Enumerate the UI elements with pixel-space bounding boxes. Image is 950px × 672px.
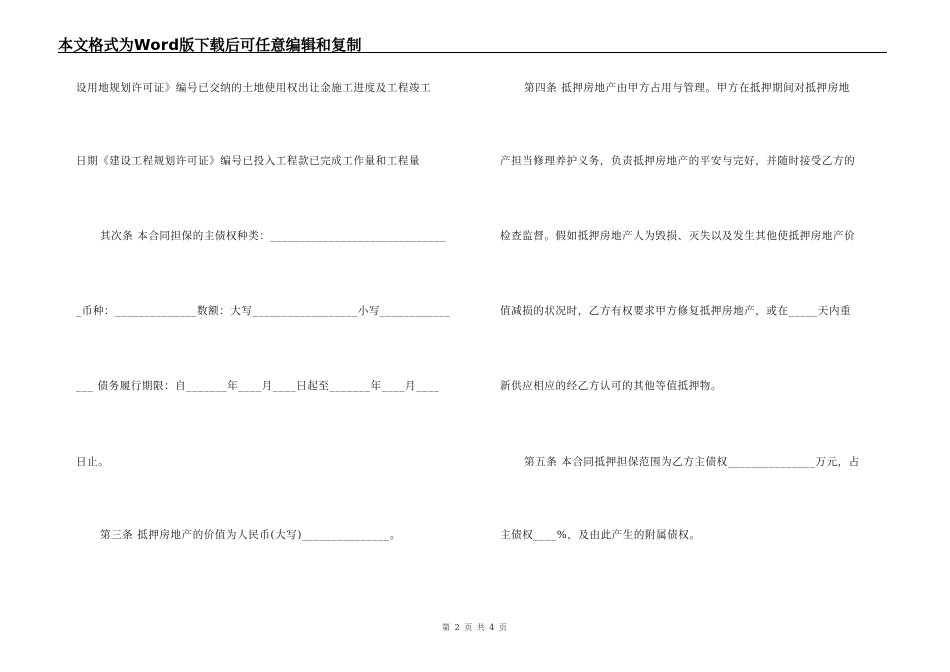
right-line-4: 值减损的状况时，乙方有权要求甲方修复抵押房地产，或在_____天内重 xyxy=(500,305,852,317)
left-line-4: _币种：______________数额：大写__________________小写____________ xyxy=(76,305,451,317)
right-line-7: 主债权____%，及由此产生的附属债权。 xyxy=(500,529,701,541)
right-line-6: 第五条 本合同抵押担保范围为乙方主债权_______________万元，占 xyxy=(524,456,860,468)
document-header-title: 本文格式为Word版下载后可任意编辑和复制 xyxy=(58,36,362,54)
right-line-3: 检查监督。假如抵押房地产人为毁损、灭失以及发生其他使抵押房地产价 xyxy=(500,230,856,242)
right-line-1: 第四条 抵押房地产由甲方占用与管理。甲方在抵押期间对抵押房地 xyxy=(524,82,850,94)
right-line-5: 新供应相应的经乙方认可的其他等值抵押物。 xyxy=(500,380,722,392)
left-line-5: ___ 债务履行期限：自_______年____月____日起至_______年____月____ xyxy=(76,380,440,392)
left-line-1: 设用地规划许可证》编号已交纳的土地使用权出让金施工进度及工程竣工 xyxy=(76,82,432,94)
left-line-7: 第三条 抵押房地产的价值为人民币(大写)_______________。 xyxy=(100,529,401,541)
page-number-footer: 第 2 页 共 4 页 xyxy=(442,623,508,632)
left-line-3: 其次条 本合同担保的主债权种类：______________________________ xyxy=(100,230,446,242)
left-column xyxy=(76,0,476,672)
right-line-2: 产担当修理养护义务，负责抵押房地产的平安与完好，并随时接受乙方的 xyxy=(500,155,856,167)
right-column xyxy=(500,0,900,672)
left-line-6: 日止。 xyxy=(76,456,110,468)
left-line-2: 日期《建设工程规划许可证》编号已投入工程款已完成工作量和工程量 xyxy=(76,155,421,167)
